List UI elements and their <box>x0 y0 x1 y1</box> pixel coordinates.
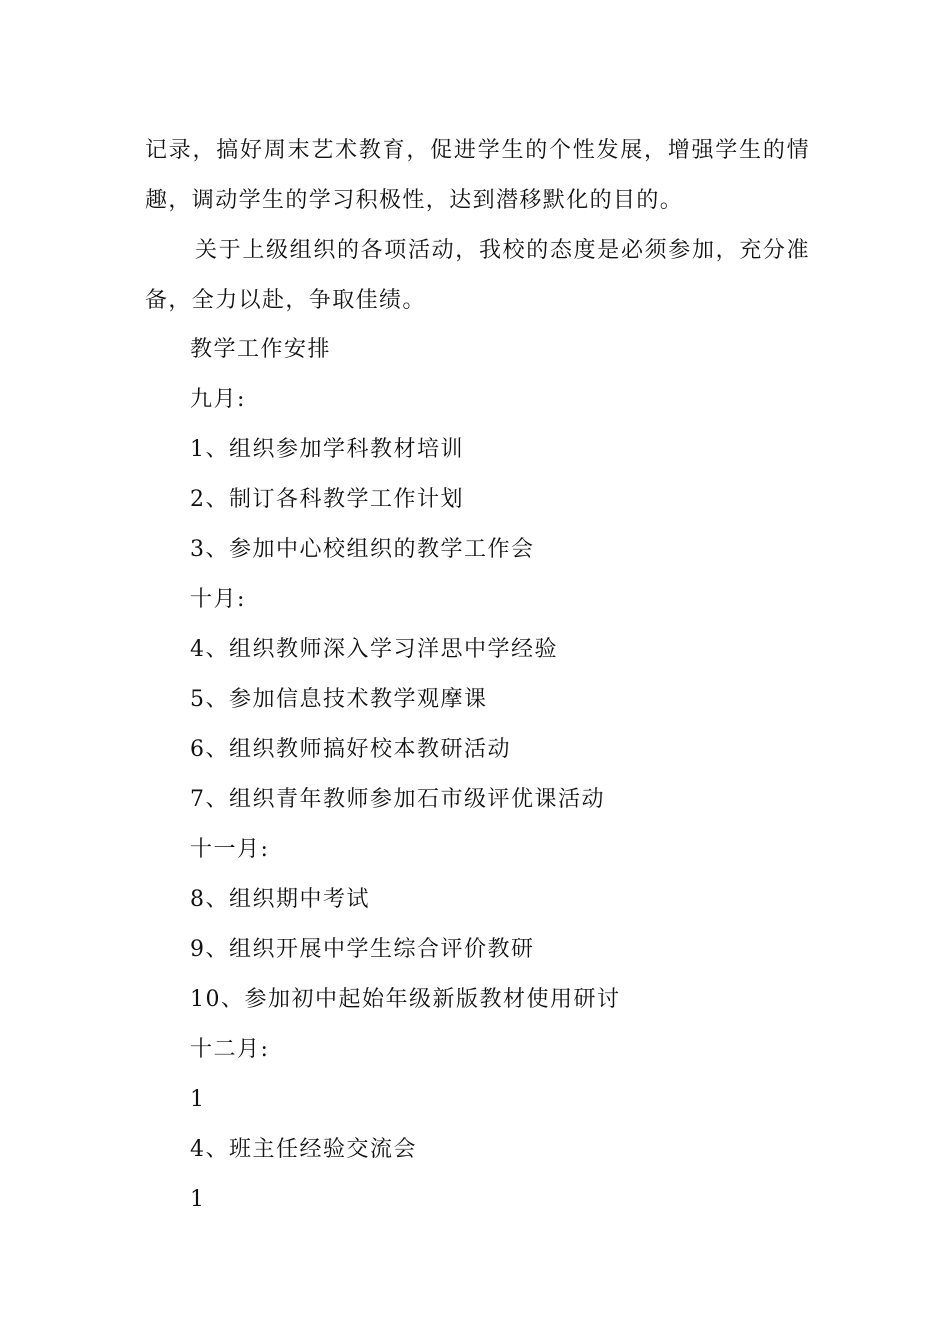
list-item: 1 <box>190 1187 206 1212</box>
month-heading: 十月: <box>190 587 246 612</box>
list-item: 7、组织青年教师参加石市级评优课活动 <box>190 787 605 812</box>
list-item: 1、组织参加学科教材培训 <box>190 437 464 462</box>
list-item: 2、制订各科教学工作计划 <box>190 487 464 512</box>
body-paragraph: 记录，搞好周末艺术教育，促进学生的个性发展，增强学生的情趣，调动学生的学习积极性，达到潜移默化的目的。 <box>145 138 810 213</box>
list-item: 4、班主任经验交流会 <box>190 1137 417 1162</box>
list-item: 1 <box>190 1087 206 1112</box>
list-item: 5、参加信息技术教学观摩课 <box>190 687 488 712</box>
list-item: 3、参加中心校组织的教学工作会 <box>190 537 535 562</box>
list-item: 6、组织教师搞好校本教研活动 <box>190 737 511 762</box>
list-item: 8、组织期中考试 <box>190 887 370 912</box>
list-item: 4、组织教师深入学习洋思中学经验 <box>190 637 558 662</box>
list-item: 10、参加初中起始年级新版教材使用研讨 <box>190 987 621 1012</box>
month-heading: 十一月: <box>190 837 270 862</box>
month-heading: 十二月: <box>190 1037 270 1062</box>
body-paragraph: 关于上级组织的各项活动，我校的态度是必须参加，充分准备，全力以赴，争取佳绩。 <box>145 238 810 313</box>
section-heading: 教学工作安排 <box>190 337 332 362</box>
month-heading: 九月: <box>190 387 246 412</box>
list-item: 9、组织开展中学生综合评价教研 <box>190 937 535 962</box>
